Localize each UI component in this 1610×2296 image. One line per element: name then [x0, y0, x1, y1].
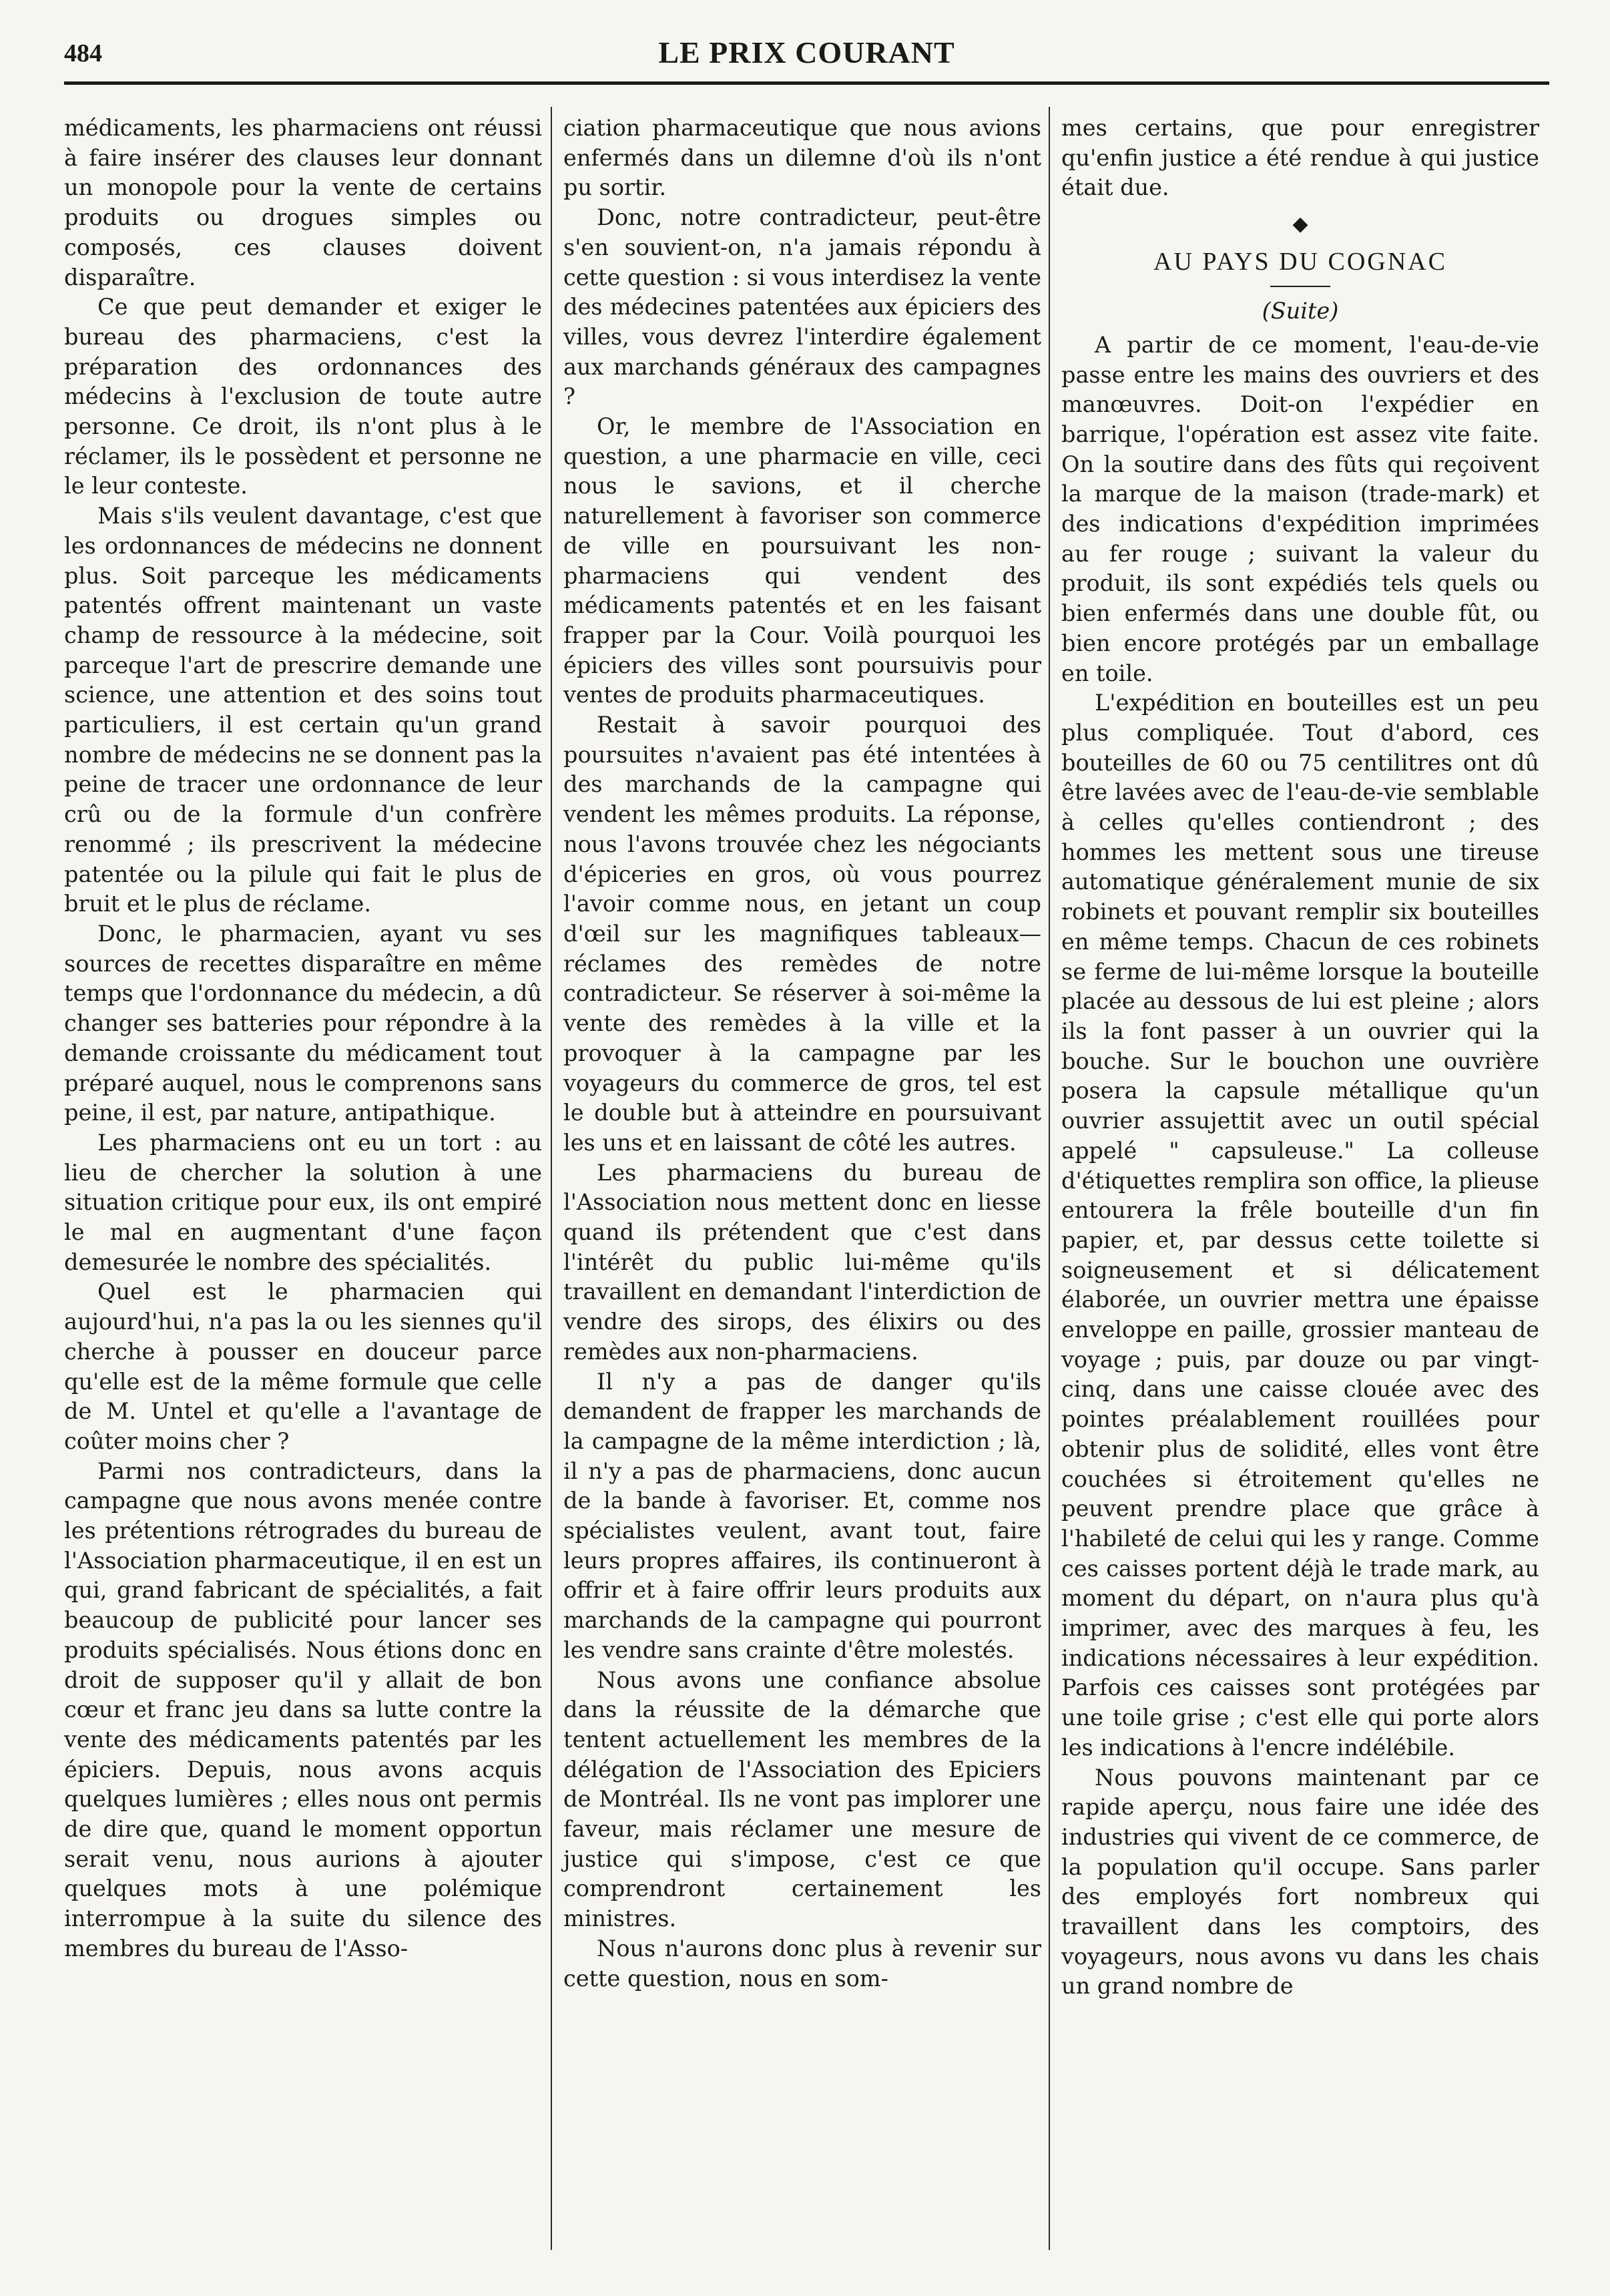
paragraph: Les pharmaciens du bureau de l'Association nous mettent donc en liesse quand ils prétendent que c'est dans l'intérêt du public lui-même qu'ils travaillent en demandant l'interdiction de vendre des sirops, des élixirs ou des remèdes aux non-pharmaciens. [563, 1159, 1041, 1365]
ornament-diamond-icon: ◆ [1292, 212, 1308, 236]
section-body [1061, 330, 1539, 2002]
paragraph: Donc, le pharmacien, ayant vu ses sources de recettes disparaître en même temps que l'ordonnance du médecin, a dû changer ses batteries pour répondre à la demande croissante du médicament tout préparé auquel, nous le comprenons sans peine, il est, par nature, antipathique. [64, 920, 542, 1126]
paragraph: ciation pharmaceutique que nous avions enfermés dans un dilemne d'où ils n'ont pu sortir. [563, 115, 1041, 201]
section-subtitle: (Suite) [1262, 298, 1339, 324]
paragraph: Nous n'aurons donc plus à revenir sur cette question, nous en som- [563, 1935, 1041, 1992]
paragraph: Nous avons une confiance absolue dans la réussite de la démarche que tentent actuellement les membres de la délégation de l'Association des Epiciers de Montréal. Ils ne vont pas implorer une faveur, mais réclamer une mesure de justice qui s'impose, c'est ce que comprendront certainement les ministres. [563, 1666, 1041, 1932]
column-divider [1049, 107, 1050, 2250]
text-column-3 [1061, 113, 1539, 2002]
paragraph: Quel est le pharmacien qui aujourd'hui, n'a pas la ou les siennes qu'il cherche à pousser en douceur parce qu'elle est de la même formule que celle de M. Untel et qu'elle a l'avantage de coûter moins cher ? [64, 1279, 542, 1454]
section-rule [1270, 286, 1330, 287]
paragraph: mes certains, que pour enregistrer qu'enfin justice a été rendue à qui justice était due. [1061, 115, 1539, 201]
paragraph: L'expédition en bouteilles est un peu plus compliquée. Tout d'abord, ces bouteilles de 60 ou 75 centilitres ont dû être lavées avec de l'eau-de-vie semblable à celles qu'elles contiendront ; des hommes les mettent sous une tireuse automatique généralement munie de six robinets et pouvant remplir six bouteilles en même temps. Chacun de ces robinets se ferme de lui-même lorsque la bouteille placée au dessous de lui est pleine ; alors ils la font passer à un ouvrier qui la bouche. Sur le bouchon une ouvrière posera la capsule métallique qu'un ouvrier assujettit avec un outil spécial appelé " capsuleuse." La colleuse d'étiquettes remplira son office, la plieuse entourera la frêle bouteille d'un fin papier, et, par dessus cette toilette si soigneusement et si délicatement élaborée, un ouvrier mettra une épaisse enveloppe en paille, grossier manteau de voyage ; puis, par douze ou par vingt-cinq, dans une caisse clouée avec des pointes préalablement rouillées pour obtenir plus de solidité, elles vont être couchées si étroitement qu'elles ne peuvent prendre place que grâce à l'habileté de celui qui les y range. Comme ces caisses portent déjà le trade mark, au moment du départ, on n'aura plus qu'à imprimer, avec des marques à feu, les indications nécessaires à leur expédition. Parfois ces caisses sont protégées par une toile grise ; c'est elle qui porte alors les indications à l'encre indélébile. [1061, 690, 1539, 1761]
paragraph: Mais s'ils veulent davantage, c'est que les ordonnances de médecins ne donnent plus. Soit parceque les médicaments patentés offrent maintenant un vaste champ de ressource à la médecine, soit parceque l'art de prescrire demande une science, une attention et des soins tout particuliers, il est certain qu'un grand nombre de médecins ne se donnent pas la peine de tracer une ordonnance de leur crû ou de la formule d'un confrère renommé ; ils prescrivent la médecine patentée ou la pilule qui fait le plus de bruit et le plus de réclame. [64, 503, 542, 917]
paragraph: Donc, notre contradicteur, peut-être s'en souvient-on, n'a jamais répondu à cette question : si vous interdisez la vente des médecines patentées aux épiciers des villes, vous devrez l'interdire également aux marchands généraux des campagnes ? [563, 204, 1041, 410]
page-header [64, 35, 1549, 77]
running-title: LE PRIX COURANT [658, 35, 955, 69]
header-rule [64, 81, 1549, 85]
column-divider [551, 107, 552, 2250]
text-column-2 [563, 113, 1041, 1994]
paragraph: Ce que peut demander et exiger le bureau des pharmaciens, c'est la préparation des ordonnances des médecins à l'exclusion de toute autre personne. Ce droit, ils n'ont plus à le réclamer, ils le possèdent et personne ne le leur conteste. [64, 294, 542, 499]
paragraph: Parmi nos contradicteurs, dans la campagne que nous avons menée contre les prétentions rétrogrades du bureau de l'Association pharmaceutique, il en est un qui, grand fabricant de spécialités, a fait beaucoup de publicité pour lancer ses produits spécialisés. Nous étions donc en droit de supposer qu'il y allait de bon cœur et franc jeu dans sa lutte contre la vente des médicaments patentés par les épiciers. Depuis, nous avons acquis quelques lumières ; elles nous ont permis de dire que, quand le moment opportun serait venu, nous aurions à ajouter quelques mots à une polémique interrompue à la suite du silence des membres du bureau de l'Asso- [64, 1457, 542, 1962]
paragraph: Or, le membre de l'Association en question, a une pharmacie en ville, ceci nous le savions, et il cherche naturellement à favoriser son commerce de ville en poursuivant les non-pharmaciens qui vendent des médicaments patentés et en les faisant frapper par la Cour. Voilà pourquoi les épiciers des villes sont poursuivis pour ventes de produits pharmaceutiques. [563, 413, 1041, 708]
paragraph: Restait à savoir pourquoi des poursuites n'avaient pas été intentées à des marchands de la campagne qui vendent les mêmes produits. La réponse, nous l'avons trouvée chez les négociants d'épiceries en gros, où vous pourrez l'avoir comme nous, en jetant un coup d'œil sur les magnifiques tableaux—réclames des remèdes de notre contradicteur. Se réserver à soi-même la vente des remèdes à la ville et la provoquer à la campagne par les voyageurs du commerce de gros, tel est le double but à atteindre en poursuivant les uns et en laissant de côté les autres. [563, 712, 1041, 1156]
page-number: 484 [64, 39, 102, 67]
text-column-1 [64, 113, 542, 1964]
paragraph: Les pharmaciens ont eu un tort : au lieu de chercher la solution à une situation critique pour eux, ils ont empiré le mal en augmentant d'une façon demesurée le nombre des spécialités. [64, 1129, 542, 1275]
section-title: AU PAYS DU COGNAC [1153, 248, 1447, 276]
paragraph: Nous pouvons maintenant par ce rapide aperçu, nous faire une idée des industries qui vivent de ce commerce, de la population qu'il occupe. Sans parler des employés fort nombreux qui travaillent dans les comptoirs, des voyageurs, nous avons vu dans les chais un grand nombre de [1061, 1764, 1539, 2000]
paragraph: Il n'y a pas de danger qu'ils demandent de frapper les marchands de la campagne de la même interdiction ; là, il n'y a pas de pharmaciens, donc aucun de la bande à favoriser. Et, comme nos spécialistes veulent, avant tout, faire leurs propres affaires, ils continueront à offrir et à faire offrir leurs produits aux marchands de la campagne qui pourront les vendre sans crainte d'être molestés. [563, 1368, 1041, 1663]
paragraph: A partir de ce moment, l'eau-de-vie passe entre les mains des ouvriers et des manœuvres. Doit-on l'expédier en barrique, l'opération est assez vite faite. On la soutire dans des fûts qui reçoivent la marque de la maison (trade-mark) et des indications d'expédition imprimées au fer rouge ; suivant la valeur du produit, ils sont expédiés tels quels ou bien enfermés dans une double fût, ou bien encore protégés par un emballage en toile. [1061, 331, 1539, 686]
paragraph: médicaments, les pharmaciens ont réussi à faire insérer des clauses leur donnant un monopole pour la vente de certains produits ou drogues simples ou composés, ces clauses doivent disparaître. [64, 115, 542, 290]
column-3-intro [1061, 113, 1539, 203]
